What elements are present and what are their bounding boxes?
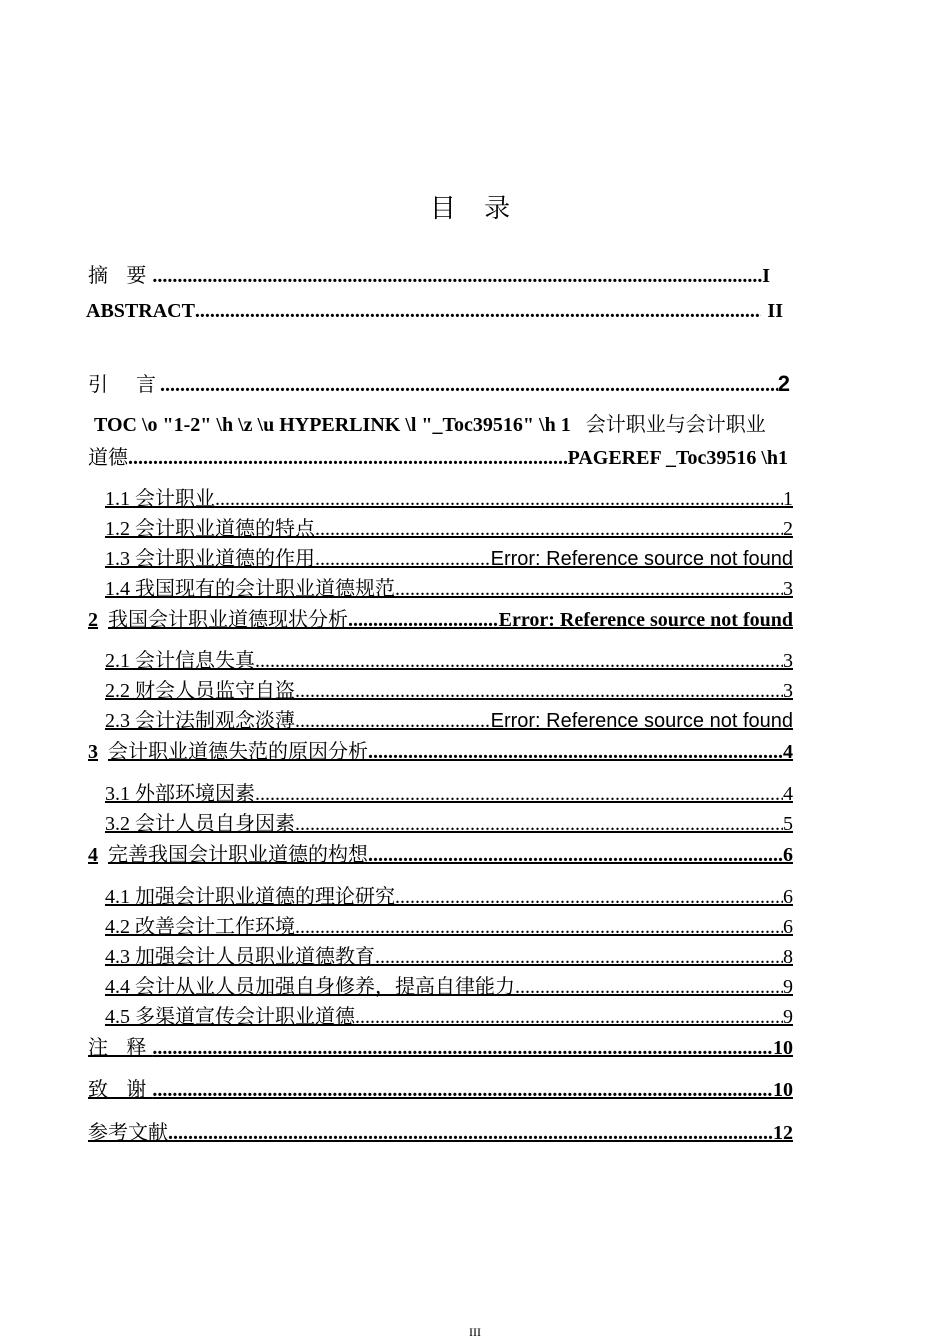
toc-page-number: 9: [783, 1006, 793, 1028]
toc-leader-dots: [160, 371, 778, 399]
toc-entry-4-3[interactable]: [105, 943, 793, 971]
toc-leader-dots: [128, 442, 568, 474]
toc-entry-label: 2.2 财会人员监守自盗: [105, 680, 295, 702]
field-pageref-text: PAGEREF _Toc39516 \h1: [567, 447, 788, 469]
toc-page-number: 1: [783, 488, 793, 510]
toc-chapter-number: 4: [88, 844, 98, 866]
toc-entry-label: 2.1 会计信息失真: [105, 650, 255, 672]
toc-leader-dots: [295, 677, 783, 705]
toc-title: 目 录: [429, 194, 521, 224]
toc-leader-dots: [168, 1119, 773, 1147]
toc-entry-notes[interactable]: [88, 1033, 793, 1061]
toc-entry-2-1[interactable]: [105, 647, 793, 675]
toc-entry-1-1[interactable]: [105, 485, 793, 513]
toc-entry-label: 注 释: [88, 1035, 153, 1059]
toc-entry-chapter-3[interactable]: [88, 737, 793, 765]
toc-entry-chapter-4[interactable]: [88, 840, 793, 868]
toc-entry-label: 1.2 会计职业道德的特点: [105, 518, 315, 540]
toc-leader-dots: [315, 515, 783, 543]
toc-leader-dots: [152, 262, 762, 290]
toc-leader-dots: [152, 1076, 773, 1104]
toc-leader-dots: [368, 738, 783, 766]
chapter1-title-part1: 会计职业与会计职业: [585, 412, 766, 436]
toc-page-number: 10: [773, 1079, 793, 1101]
toc-leader-dots: [375, 943, 783, 971]
toc-leader-dots: [355, 1003, 783, 1031]
toc-entry-intro[interactable]: [88, 370, 790, 398]
toc-page-number: 4: [783, 741, 793, 763]
toc-entry-label: 3.1 外部环境因素: [105, 783, 255, 805]
toc-entry-4-2[interactable]: [105, 913, 793, 941]
toc-entry-label: 参考文献: [88, 1120, 168, 1144]
toc-entry-references[interactable]: [88, 1118, 793, 1146]
toc-page-number: 5: [783, 813, 793, 835]
toc-page-number: Error: Reference source not found: [490, 710, 793, 732]
chapter1-title-part2: 道德: [88, 445, 128, 469]
toc-page-number: 9: [783, 976, 793, 998]
toc-entry-4-4[interactable]: [105, 973, 793, 1001]
toc-entry-2-2[interactable]: [105, 677, 793, 705]
toc-page-number: 3: [783, 680, 793, 702]
toc-entry-label: 4.3 加强会计人员职业道德教育: [105, 946, 375, 968]
toc-page-number: 4: [783, 783, 793, 805]
toc-leader-dots: [395, 575, 783, 603]
toc-entry-abstract-en[interactable]: [86, 297, 783, 325]
toc-leader-dots: [215, 485, 783, 513]
toc-chapter-number: 3: [88, 741, 98, 763]
toc-entry-abstract-cn[interactable]: [88, 261, 770, 289]
toc-page-number: 2: [777, 371, 790, 396]
toc-entry-label: 1.4 我国现有的会计职业道德规范: [105, 578, 395, 600]
toc-leader-dots: [295, 707, 491, 735]
toc-field-code: [88, 408, 858, 474]
toc-leader-dots: [348, 606, 499, 634]
page-footer-number: III: [469, 1325, 481, 1339]
toc-entry-1-3[interactable]: [105, 545, 793, 573]
toc-page-number: 6: [783, 886, 793, 908]
toc-page-number: 12: [773, 1122, 793, 1144]
toc-leader-dots: [295, 810, 783, 838]
toc-entry-label: 1.3 会计职业道德的作用: [105, 548, 315, 570]
toc-page-number: 6: [783, 844, 793, 866]
toc-entry-label: 4.4 会计从业人员加强自身修养，提高自律能力: [105, 976, 515, 998]
toc-entry-label: 4.5 多渠道宣传会计职业道德: [105, 1006, 355, 1028]
toc-page-number: 3: [783, 650, 793, 672]
toc-entry-label: 会计职业道德失范的原因分析: [108, 739, 368, 763]
toc-entry-3-2[interactable]: [105, 810, 793, 838]
toc-entry-label: 1.1 会计职业: [105, 488, 215, 510]
toc-leader-dots: [315, 545, 491, 573]
toc-leader-dots: [368, 841, 783, 869]
toc-entry-chapter-2[interactable]: [88, 605, 793, 633]
field-code-text: TOC \o "1-2" \h \z \u HYPERLINK \l "_Toc39516" \h 1: [94, 414, 571, 436]
toc-page-number: 3: [783, 578, 793, 600]
toc-page-number: 8: [783, 946, 793, 968]
toc-entry-3-1[interactable]: [105, 780, 793, 808]
toc-entry-label: 我国会计职业道德现状分析: [108, 607, 348, 631]
toc-leader-dots: [255, 780, 783, 808]
toc-entry-1-2[interactable]: [105, 515, 793, 543]
toc-leader-dots: [152, 1034, 773, 1062]
toc-leader-dots: [515, 973, 783, 1001]
toc-page-number: II: [767, 300, 783, 322]
toc-entry-label: 4.2 改善会计工作环境: [105, 916, 295, 938]
toc-entry-label: 致 谢: [88, 1077, 153, 1101]
toc-entry-label: 3.2 会计人员自身因素: [105, 813, 295, 835]
toc-leader-dots: [255, 647, 783, 675]
toc-entry-label: 引 言: [88, 372, 160, 396]
toc-page-number: I: [762, 265, 770, 287]
toc-entry-label: 完善我国会计职业道德的构想: [108, 842, 368, 866]
toc-leader-dots: [395, 883, 783, 911]
toc-entry-4-5[interactable]: [105, 1003, 793, 1031]
toc-entry-label: 摘 要: [88, 263, 153, 287]
toc-leader-dots: [195, 297, 762, 325]
toc-entry-label: ABSTRACT: [86, 300, 195, 322]
toc-entry-label: 4.1 加强会计职业道德的理论研究: [105, 886, 395, 908]
toc-page-number: Error: Reference source not found: [498, 609, 793, 631]
toc-entry-2-3[interactable]: [105, 707, 793, 735]
toc-entry-1-4[interactable]: [105, 575, 793, 603]
toc-leader-dots: [295, 913, 783, 941]
toc-entry-label: 2.3 会计法制观念淡薄: [105, 710, 295, 732]
toc-page-number: 6: [783, 916, 793, 938]
toc-entry-4-1[interactable]: [105, 883, 793, 911]
toc-page-number: 10: [773, 1037, 793, 1059]
toc-page-number: 2: [783, 518, 793, 540]
toc-page-number: Error: Reference source not found: [490, 548, 793, 570]
toc-entry-thanks[interactable]: [88, 1075, 793, 1103]
toc-chapter-number: 2: [88, 609, 98, 631]
